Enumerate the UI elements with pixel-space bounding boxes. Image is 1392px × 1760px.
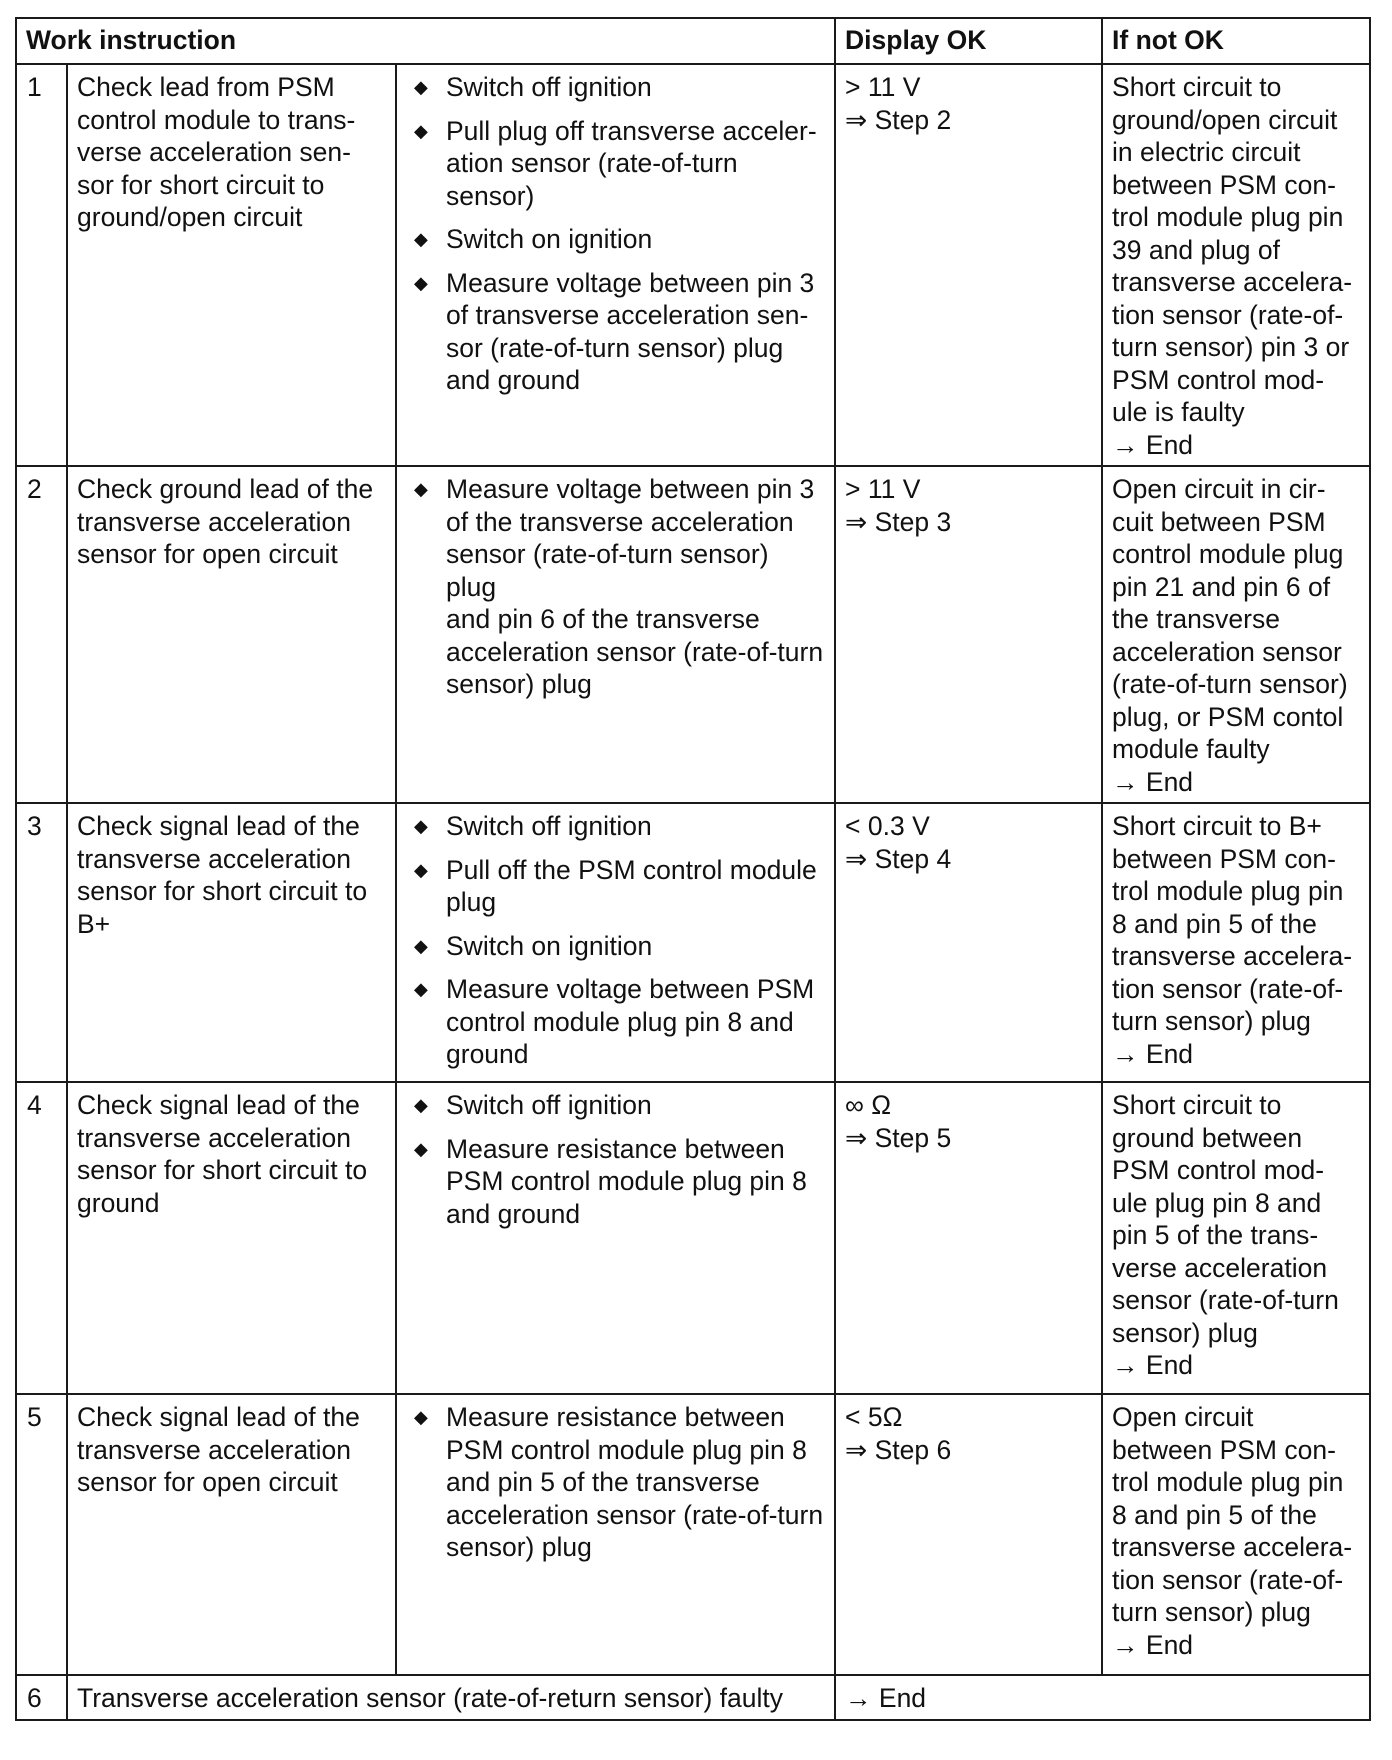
bullet-icon: ◆	[414, 120, 428, 141]
procedure-step: ◆ Pull off the PSM control module plug	[414, 854, 817, 917]
fault-description: Open circuit in cir- cuit between PSM control module plug pin 21 and pin 6 of the transverse acceleration sensor (rate-of-turn sensor) plug, or PSM contol module faulty	[1112, 474, 1348, 764]
check-description: Check ground lead of the transverse acceleration sensor for open circuit	[67, 466, 396, 803]
header-work-instruction: Work instruction	[16, 18, 835, 64]
if-not-ok-cell	[1102, 1082, 1370, 1394]
fault-description: Short circuit to B+ between PSM con- trol module plug pin 8 and pin 5 of the transverse accelera- tion sensor (rate-of- turn sensor) plug	[1112, 811, 1353, 1036]
if-not-ok-cell	[1102, 466, 1370, 803]
procedure-step: ◆ Switch off ignition	[414, 72, 652, 102]
procedure-steps	[396, 64, 835, 466]
work-instruction-table	[15, 17, 1371, 1721]
procedure-steps	[396, 466, 835, 803]
fault-description: Short circuit to ground between PSM control mod- ule plug pin 8 and pin 5 of the trans- verse acceleration sensor (rate-of-turn sensor) plug	[1112, 1090, 1339, 1348]
header-display-ok: Display OK	[835, 18, 1102, 64]
table-row	[16, 466, 1370, 803]
step-number: 6	[16, 1675, 67, 1720]
display-ok-next-step: ⇒ Step 2	[845, 104, 952, 135]
procedure-steps	[396, 803, 835, 1082]
step-number: 3	[16, 803, 67, 1082]
if-not-ok-cell	[1102, 803, 1370, 1082]
if-not-ok-cell	[1102, 1394, 1370, 1675]
display-ok-next-step: ⇒ Step 5	[845, 1122, 952, 1153]
display-ok-cell	[835, 466, 1102, 803]
check-description: Check signal lead of the transverse acceleration sensor for short circuit to B+	[67, 803, 396, 1082]
procedure-step: ◆ Pull plug off transverse acceler- ation sensor (rate-of-turn sensor)	[414, 115, 817, 211]
procedure-steps	[396, 1082, 835, 1394]
bullet-icon: ◆	[414, 479, 428, 499]
final-result: → End	[835, 1675, 1370, 1720]
check-description: Check lead from PSM control module to trans- verse acceleration sen- sor for short circuit to ground/open circuit	[67, 64, 396, 466]
procedure-step: ◆ Measure voltage between pin 3 of transverse acceleration sen- sor (rate-of-turn sensor) plug and ground	[414, 267, 815, 395]
step-number: 5	[16, 1394, 67, 1675]
fault-end: → End	[1112, 1038, 1194, 1069]
step-number: 1	[16, 64, 67, 466]
display-ok-value: < 0.3 V	[845, 811, 930, 841]
header-row	[16, 18, 1370, 64]
bullet-icon: ◆	[414, 979, 428, 999]
fault-end: → End	[1112, 1350, 1194, 1380]
display-ok-cell	[835, 64, 1102, 466]
procedure-step: ◆ Switch on ignition	[414, 930, 653, 961]
table-row	[16, 64, 1370, 466]
procedure-step: ◆ Switch on ignition	[414, 224, 653, 254]
bullet-icon: ◆	[414, 816, 428, 836]
procedure-step: ◆ Measure voltage between PSM control module plug pin 8 and ground	[414, 974, 815, 1069]
display-ok-cell	[835, 1082, 1102, 1394]
display-ok-next-step: ⇒ Step 4	[845, 843, 952, 874]
bullet-icon: ◆	[414, 1095, 428, 1115]
display-ok-value: > 11 V	[845, 474, 921, 504]
check-description: Check signal lead of the transverse acceleration sensor for short circuit to ground	[67, 1082, 396, 1394]
display-ok-value: ∞ Ω	[845, 1090, 892, 1120]
check-description: Check signal lead of the transverse acceleration sensor for open circuit	[67, 1394, 396, 1675]
if-not-ok-cell	[1102, 64, 1370, 466]
step-number: 2	[16, 466, 67, 803]
step-number: 4	[16, 1082, 67, 1394]
procedure-step: ◆ Switch off ignition	[414, 1090, 652, 1120]
bullet-icon: ◆	[414, 935, 428, 956]
display-ok-next-step: ⇒ Step 6	[845, 1434, 952, 1465]
final-description: Transverse acceleration sensor (rate-of-return sensor) faulty	[67, 1675, 835, 1720]
fault-end: → End	[1112, 766, 1194, 797]
bullet-icon: ◆	[414, 77, 428, 97]
table-row	[16, 1082, 1370, 1394]
display-ok-cell	[835, 1394, 1102, 1675]
procedure-step: ◆ Switch off ignition	[414, 811, 652, 841]
bullet-icon: ◆	[414, 859, 428, 880]
procedure-step: ◆ Measure voltage between pin 3 of the transverse acceleration sensor (rate-of-turn sensor) plug and pin 6 of the transverse acceleration sensor (rate-of-turn sensor) plug	[414, 474, 824, 699]
procedure-steps	[396, 1394, 835, 1675]
header-if-not-ok: If not OK	[1102, 18, 1370, 64]
display-ok-cell	[835, 803, 1102, 1082]
bullet-icon: ◆	[414, 1407, 428, 1427]
fault-description: Open circuit between PSM con- trol module plug pin 8 and pin 5 of the transverse accelera- tion sensor (rate-of- turn sensor) plug	[1112, 1402, 1353, 1627]
fault-description: Short circuit to ground/open circuit in electric circuit between PSM con- trol module plug pin 39 and plug of transverse accelera- tion sensor (rate-of- turn sensor) pin 3 or PSM control mod- ule is faulty	[1112, 72, 1353, 427]
table-row	[16, 1394, 1370, 1675]
display-ok-value: < 5Ω	[845, 1402, 903, 1432]
bullet-icon: ◆	[414, 229, 428, 249]
final-row	[16, 1675, 1370, 1720]
procedure-step: ◆ Measure resistance between PSM control module plug pin 8 and pin 5 of the transverse acceleration sensor (rate-of-turn sensor) plug	[414, 1402, 824, 1562]
bullet-icon: ◆	[414, 272, 428, 293]
display-ok-next-step: ⇒ Step 3	[845, 506, 952, 537]
bullet-icon: ◆	[414, 1138, 428, 1159]
display-ok-value: > 11 V	[845, 72, 921, 102]
procedure-step: ◆ Measure resistance between PSM control module plug pin 8 and ground	[414, 1133, 807, 1229]
fault-end: → End	[1112, 429, 1194, 460]
fault-end: → End	[1112, 1629, 1194, 1660]
table-row	[16, 803, 1370, 1082]
